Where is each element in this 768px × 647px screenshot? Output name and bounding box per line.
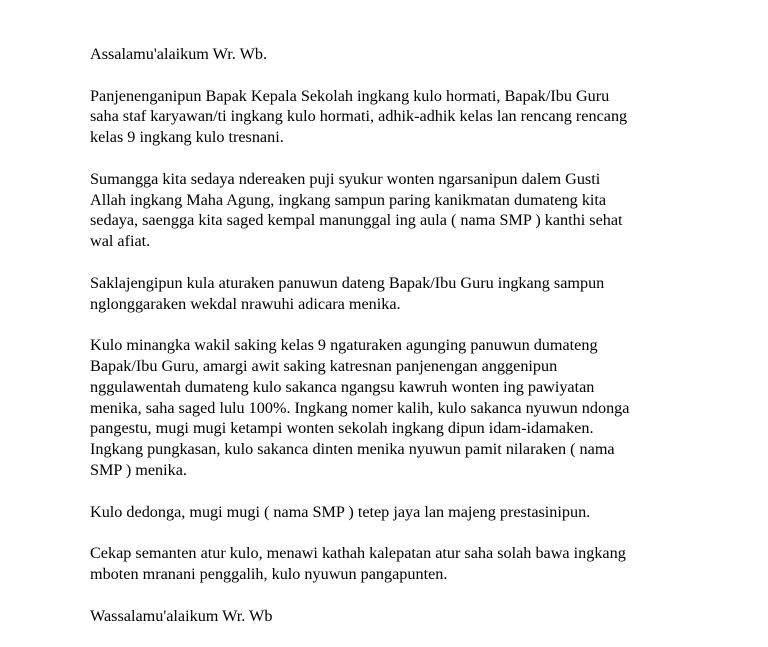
text-line: menika, saha saged lulu 100%. Ingkang nomer kalih, kulo sakanca nyuwun ndonga <box>90 398 630 417</box>
text-line: Panjenenganipun Bapak Kepala Sekolah ingkang kulo hormati, Bapak/Ibu Guru <box>90 86 610 105</box>
text-line: SMP ) menika. <box>90 460 187 479</box>
text-line: wal afiat. <box>90 232 151 251</box>
text-line: Kulo dedonga, mugi mugi ( nama SMP ) tetep jaya lan majeng prestasinipun. <box>90 502 591 521</box>
text-line: sedaya, saengga kita saged kempal manunggal ing aula ( nama SMP ) kanthi sehat <box>90 211 623 230</box>
text-line: mboten mranani penggalih, kulo nyuwun pangapunten. <box>90 564 448 583</box>
paragraph-thanks-teachers <box>90 273 690 315</box>
text-line: Ingkang pungkasan, kulo sakanca dinten menika nyuwun pamit nilaraken ( nama <box>90 440 615 459</box>
paragraph-apology <box>90 543 690 585</box>
closing <box>90 606 690 627</box>
text-line: Assalamu'alaikum Wr. Wb. <box>90 45 268 63</box>
text-line: pangestu, mugi mugi ketampi wonten sekolah ingkang dipun idam-idamaken. <box>90 419 594 438</box>
text-line: Allah ingkang Maha Agung, ingkang sampun paring kanikmatan dumateng kita <box>90 190 607 209</box>
paragraph-representative-speech <box>90 335 690 481</box>
text-line: kelas 9 ingkang kulo tresnani. <box>90 128 284 147</box>
paragraph-opening-address <box>90 86 690 148</box>
text-line: Sumangga kita sedaya ndereaken puji syukur wonten ngarsanipun dalem Gusti <box>90 169 601 188</box>
greeting <box>90 44 690 65</box>
text-line: saha staf karyawan/ti ingkang kulo hormati, adhik-adhik kelas lan rencang rencang <box>90 107 628 126</box>
text-line: Saklajengipun kula aturaken panuwun dateng Bapak/Ibu Guru ingkang sampun <box>90 273 605 292</box>
letter-body <box>90 44 690 647</box>
text-line: Bapak/Ibu Guru, amargi awit saking katresnan panjenengan anggenipun <box>90 356 558 375</box>
paragraph-prayer <box>90 502 690 523</box>
text-line: Wassalamu'alaikum Wr. Wb <box>90 606 273 625</box>
text-line: Kulo minangka wakil saking kelas 9 ngaturaken agunging panuwun dumateng <box>90 336 598 355</box>
text-line: nggulawentah dumateng kulo sakanca ngangsu kawruh wonten ing pawiyatan <box>90 377 595 396</box>
paragraph-gratitude-to-god <box>90 169 690 252</box>
text-line: nglonggaraken wekdal nrawuhi adicara menika. <box>90 294 401 313</box>
text-line: Cekap semanten atur kulo, menawi kathah kalepatan atur saha solah bawa ingkang <box>90 544 626 563</box>
